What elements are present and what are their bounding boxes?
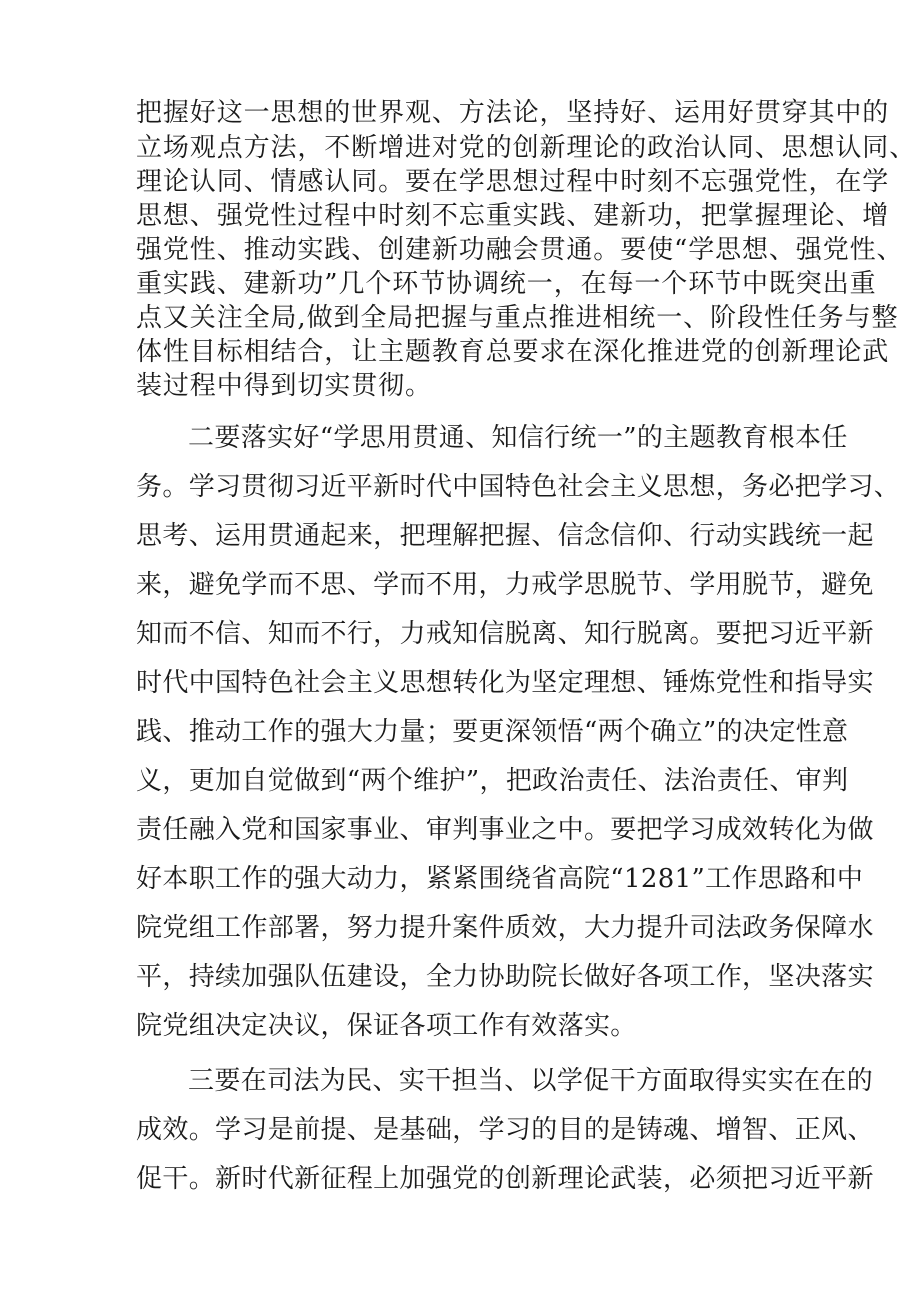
paragraph-line: 把握好这一思想的世界观、方法论，坚持好、运用好贯穿其中的 — [136, 98, 890, 128]
paragraph-line: 装过程中得到切实贯彻。 — [136, 371, 432, 401]
paragraph-line: 院党组决定决议，保证各项工作有效落实。 — [136, 1011, 637, 1041]
paragraph-line: 思想、强党性过程中时刻不忘重实践、建新功，把掌握理论、增 — [136, 201, 890, 231]
paragraph-line: 务。学习贯彻习近平新时代中国特色社会主义思想，务必把学习、 — [136, 472, 901, 502]
paragraph-first-line: 三要在司法为民、实干担当、以学促干方面取得实实在在的 — [188, 1066, 874, 1096]
paragraph-line: 时代中国特色社会主义思想转化为坚定理想、锤炼党性和指导实 — [136, 668, 874, 698]
paragraph-line: 来，避免学而不思、学而不用，力戒学思脱节、学用脱节，避免 — [136, 570, 874, 600]
paragraph-line: 点又关注全局,做到全局把握与重点推进相统一、阶段性任务与整 — [136, 303, 899, 333]
paragraph-line: 好本职工作的强大动力，紧紧围绕省高院“1281”工作思路和中 — [136, 864, 864, 894]
paragraph-line: 理论认同、情感认同。要在学思想过程中时刻不忘强党性，在学 — [136, 167, 890, 197]
paragraph-line: 强党性、推动实践、创建新功融会贯通。要使“学思想、强党性、 — [136, 235, 904, 265]
paragraph-line: 知而不信、知而不行，力戒知信脱离、知行脱离。要把习近平新 — [136, 619, 874, 649]
paragraph-line: 责任融入党和国家事业、审判事业之中。要把学习成效转化为做 — [136, 815, 874, 845]
paragraph-line: 促干。新时代新征程上加强党的创新理论武装，必须把习近平新 — [136, 1164, 874, 1194]
paragraph-line: 院党组工作部署，努力提升案件质效，大力提升司法政务保障水 — [136, 913, 874, 943]
paragraph-line: 体性目标相结合，让主题教育总要求在深化推进党的创新理论武 — [136, 337, 890, 367]
paragraph-first-line: 二要落实好“学思用贯通、知信行统一”的主题教育根本任 — [188, 423, 848, 453]
paragraph-line: 立场观点方法，不断增进对党的创新理论的政治认同、思想认同、 — [136, 133, 917, 163]
paragraph-line: 平，持续加强队伍建设，全力协助院长做好各项工作，坚决落实 — [136, 962, 874, 992]
paragraph-line: 重实践、建新功”几个环节协调统一，在每一个环节中既突出重 — [136, 269, 877, 299]
paragraph-line: 成效。学习是前提、是基础，学习的目的是铸魂、增智、正风、 — [136, 1115, 874, 1145]
paragraph-line: 思考、运用贯通起来，把理解把握、信念信仰、行动实践统一起 — [136, 521, 874, 551]
paragraph-line: 义，更加自觉做到“两个维护”，把政治责任、法治责任、审判 — [136, 766, 849, 796]
paragraph-line: 践、推动工作的强大力量；要更深领悟“两个确立”的决定性意 — [136, 717, 849, 747]
